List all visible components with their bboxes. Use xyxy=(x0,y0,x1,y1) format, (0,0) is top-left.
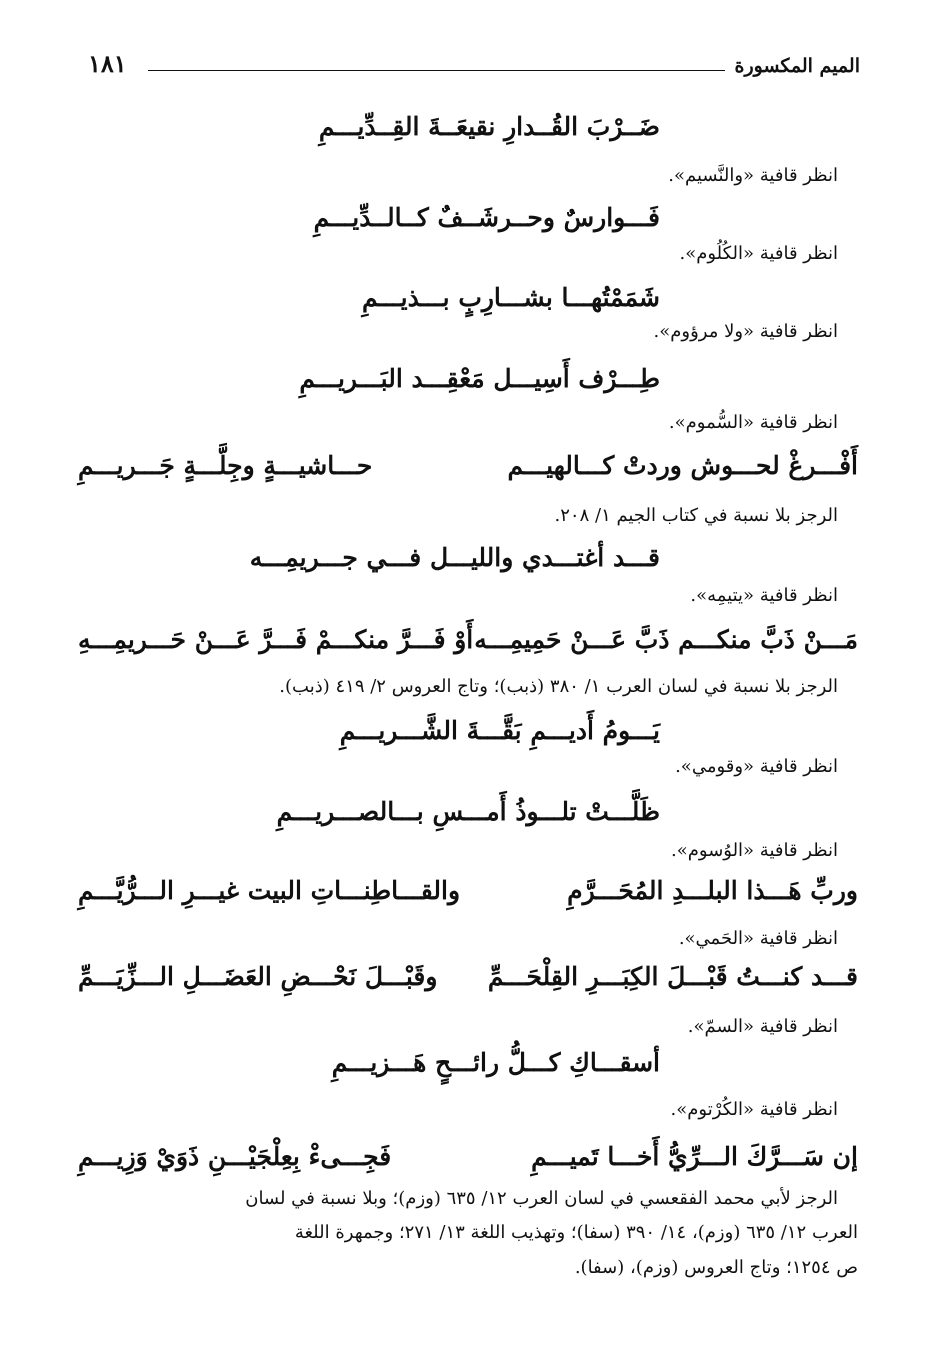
verse-line: فَـــوارسٌ وحــرشَــفٌ كــالــدِّيـــمِ xyxy=(313,203,660,232)
see-rhyme-note: انظر قافية «يتيمِه». xyxy=(690,585,838,606)
couplet-second-hemistich: والقـــاطِنـــاتِ البيت غيـــرِ الـــرُّيَّـــمِ xyxy=(78,876,461,905)
see-rhyme-note: انظر قافية «والنَّسيم». xyxy=(668,165,838,186)
source-citation: الرجز لأبي محمد الفقعسي في لسان العرب ١٢/ ٦٣٥ (وزم)؛ وبلا نسبة في لسان xyxy=(245,1188,838,1209)
couplet-second-hemistich: حـــاشيـــةٍ وجِلَّـــةٍ جَـــريـــمِ xyxy=(78,451,373,480)
see-rhyme-note: انظر قافية «الكُلُوم». xyxy=(679,243,838,264)
see-rhyme-note: انظر قافية «الحَمي». xyxy=(678,928,838,949)
verse-line: يَـــومُ أَديـــمِ بَقَّـــةَ الشَّـــريـــمِ xyxy=(339,716,660,745)
couplet-first-hemistich: أَفْـــرغْ لحـــوش وردتْ كـــالهيـــم xyxy=(507,451,858,480)
verse-line: قـــد أغتـــدي والليـــل فـــي جـــريمِـــه xyxy=(249,543,660,572)
chapter-title: الميم المكسورة xyxy=(734,55,860,77)
couplet-first-hemistich: وربِّ هَـــذا البلـــدِ المُحَـــرَّمِ xyxy=(567,876,858,905)
couplet-first-hemistich: قـــد كنـــتُ قَبْـــلَ الكِبَـــرِ القِلْحَـــمِّ xyxy=(487,962,858,991)
couplet-first-hemistich: إن سَـــرَّكَ الـــرِّيُّ أَخـــا تَميـــمِ xyxy=(531,1142,858,1171)
header-rule xyxy=(148,70,725,71)
see-rhyme-note: انظر قافية «وقومي». xyxy=(675,756,838,777)
page-number: ١٨١ xyxy=(88,49,127,78)
verse-line: شَمَمْتُهـــا بشـــارِبٍ بـــذيـــمِ xyxy=(362,283,660,312)
verse-line: ظَلَّـــتْ تلـــوذُ أَمـــسِ بـــالصـــريـــمِ xyxy=(276,797,660,826)
couplet-second-hemistich: فَجِـــىءْ بِعِلْجَيْـــنِ ذَوَيْ وَزِيـــمِ xyxy=(78,1142,392,1171)
see-rhyme-note: انظر قافية «ولا مرؤوم». xyxy=(653,321,838,342)
couplet-second-hemistich: وقَبْـــلَ نَحْـــضِ العَضَـــلِ الـــزِّيَـــمِّ xyxy=(78,962,438,991)
source-citation: ص ١٢٥٤؛ وتاج العروس (وزم)، (سفا). xyxy=(574,1257,858,1278)
source-citation: العرب ١٢/ ٦٣٥ (وزم)، ١٤/ ٣٩٠ (سفا)؛ وتهذيب اللغة ١٣/ ٢٧١؛ وجمهرة اللغة xyxy=(294,1222,858,1243)
source-citation: الرجز بلا نسبة في لسان العرب ١/ ٣٨٠ (ذبب)؛ وتاج العروس ٢/ ٤١٩ (ذبب). xyxy=(279,676,838,697)
verse-line: طِـــرْف أَسِيـــل مَعْقِـــد البَـــريـــمِ xyxy=(299,364,660,393)
source-citation: الرجز بلا نسبة في كتاب الجيم ١/ ٢٠٨. xyxy=(554,505,838,526)
couplet-first-hemistich: مَـــنْ ذَبَّ منكـــم ذَبَّ عَـــنْ حَمِيمِـــه xyxy=(474,625,858,654)
see-rhyme-note: انظر قافية «الوُسوم». xyxy=(671,840,838,861)
verse-line: أسقـــاكِ كـــلُّ رائـــحٍ هَـــزيـــمِ xyxy=(331,1048,660,1077)
see-rhyme-note: انظر قافية «السمّ». xyxy=(687,1016,838,1037)
couplet-second-hemistich: أَوْ فَـــرَّ منكـــمْ فَـــرَّ عَـــنْ حَـــريمِـــهِ xyxy=(78,625,474,654)
see-rhyme-note: انظر قافية «الكُرْتوم». xyxy=(670,1099,838,1120)
see-rhyme-note: انظر قافية «السُّموم». xyxy=(668,412,838,433)
verse-line: ضَــرْبَ القُــدارِ نقيعَــةَ القِــدِّيـــمِ xyxy=(318,112,660,141)
